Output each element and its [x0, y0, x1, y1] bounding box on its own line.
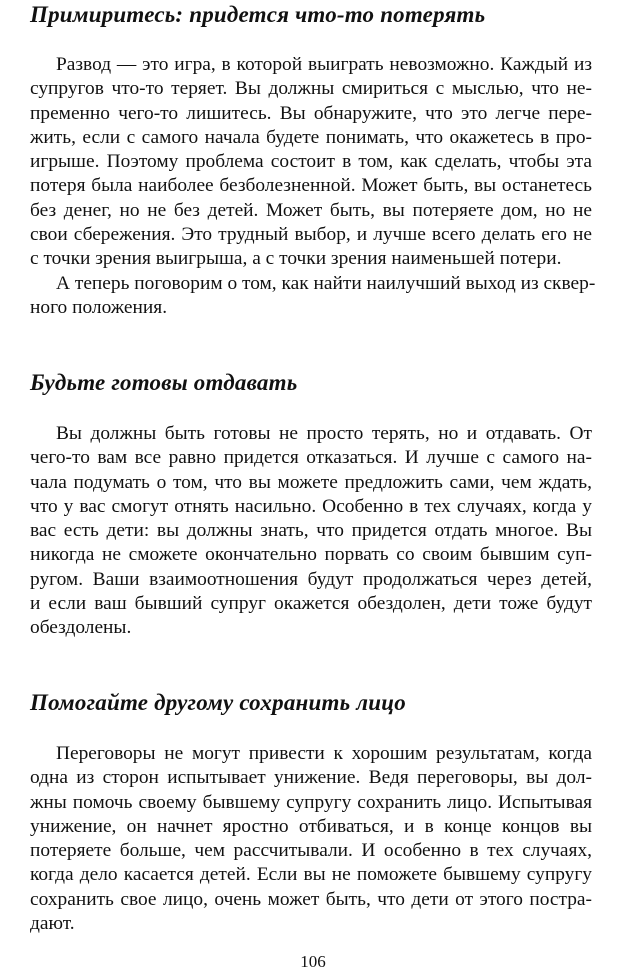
text-line: жны помочь своему бывшему супругу сохранить лицо. Испытывая: [30, 791, 592, 813]
text-line: когда дело касается детей. Если вы не поможете бывшему супругу: [30, 864, 592, 886]
text-line: ного положения.: [30, 296, 168, 318]
text-line: жить, если с самого начала будете понимать, что окажетесь в про-: [30, 126, 592, 148]
text-line: обездолены.: [30, 617, 132, 639]
text-line: игрыше. Поэтому проблема состоит в том, как сделать, чтобы эта: [30, 151, 592, 173]
section-body-save-face: [30, 742, 592, 936]
text-line: А теперь поговорим о том, как найти наилучший выход из сквер-: [56, 272, 596, 294]
text-line: унижение, он начнет яростно отбиваться, и в конце концов вы: [30, 815, 592, 837]
text-line: и если ваш бывший супруг окажется обездолен, дети тоже будут: [30, 593, 592, 615]
text-line: чего-то вам все равно придется отказаться. И лучше с самого на-: [30, 447, 592, 469]
section-heading-be-ready-to-give: Будьте готовы отдавать: [30, 370, 298, 395]
text-line: одна из сторон испытывает унижение. Ведя переговоры, вы дол-: [30, 767, 592, 789]
text-line: с точки зрения выигрыша, а с точки зрения наименьшей потери.: [30, 248, 562, 270]
text-line: чала подумать о том, что вы можете предложить сами, чем ждать,: [30, 471, 592, 493]
text-line: пременно чего-то лишитесь. Вы обнаружите, что это легче пере-: [30, 102, 592, 124]
section-body-be-ready-to-give: [30, 422, 592, 641]
text-line: никогда не сможете окончательно порвать со своим бывшим суп-: [30, 544, 592, 566]
section-heading-save-face: Помогайте другому сохранить лицо: [30, 690, 406, 715]
section-heading-accept-loss: Примиритесь: придется что-то потерять: [30, 2, 486, 27]
text-line: дают.: [30, 913, 75, 935]
page-number: 106: [300, 952, 326, 971]
text-line: потеряете больше, чем рассчитывали. И особенно в тех случаях,: [30, 840, 592, 862]
text-line: Переговоры не могут привести к хорошим результатам, когда: [56, 743, 592, 764]
text-line: Развод — это игра, в которой выиграть невозможно. Каждый из: [56, 54, 592, 75]
text-line: Вы должны быть готовы не просто терять, но и отдавать. От: [56, 423, 592, 444]
text-line: ругом. Ваши взаимоотношения будут продолжаться через детей,: [30, 568, 592, 590]
section-body-accept-loss: [30, 53, 596, 320]
text-line: свои сбережения. Это трудный выбор, и лучше всего делать его не: [30, 224, 592, 246]
text-line: вас есть дети: вы должны знать, что придется отдать многое. Вы: [30, 520, 592, 542]
text-line: потеря была наиболее безболезненной. Может быть, вы останетесь: [30, 175, 592, 197]
text-line: без денег, но не без детей. Может быть, вы потеряете дом, но не: [30, 199, 592, 221]
text-line: сохранить свое лицо, очень может быть, что дети от этого постра-: [30, 888, 592, 910]
text-line: что у вас смогут отнять насильно. Особенно в тех случаях, когда у: [30, 495, 592, 517]
text-line: супругов что-то теряет. Вы должны смириться с мыслью, что не-: [30, 78, 592, 100]
